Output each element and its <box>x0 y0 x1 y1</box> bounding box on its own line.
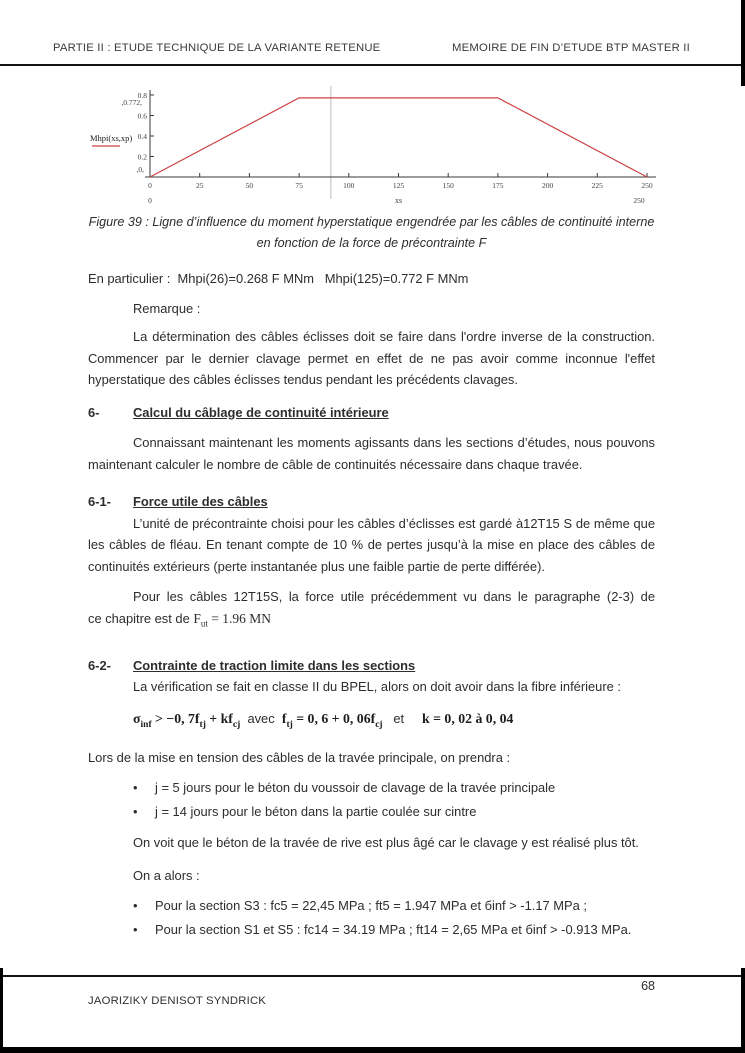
svg-text:175: 175 <box>492 181 504 190</box>
svg-text:75: 75 <box>295 181 303 190</box>
y-axis-label: Mhpi(xs,xp) <box>90 133 133 143</box>
influence-line <box>150 98 647 177</box>
svg-text:,0.772,: ,0.772, <box>121 97 142 107</box>
author-name: JAORIZIKY DENISOT SYNDRICK <box>88 995 267 1007</box>
svg-text:225: 225 <box>591 181 603 190</box>
section-6-1-number: 6-1- <box>88 494 111 509</box>
svg-text:0: 0 <box>148 181 152 190</box>
header-left-title: PARTIE II : ETUDE TECHNIQUE DE LA VARIANTE RETENUE <box>53 42 381 54</box>
bullet-icon: • <box>133 898 138 914</box>
section-6-2-heading <box>88 655 655 677</box>
footer-rule <box>0 975 745 977</box>
remarque-label: Remarque : <box>133 300 201 316</box>
bullet-text: j = 14 jours pour le béton dans la partie coulée sur cintre <box>155 803 477 819</box>
header-right-title: MEMOIRE DE FIN D’ETUDE BTP MASTER II <box>452 42 690 54</box>
page-content <box>88 212 655 942</box>
page-number: 68 <box>641 979 655 993</box>
svg-text:200: 200 <box>541 181 554 190</box>
section-6-2-paragraph: La vérification se fait en classe II du BPEL, alors on doit avoir dans la fibre inférieure : <box>133 679 621 695</box>
on-a-alors-label: On a alors : <box>133 867 200 883</box>
section-6-heading <box>88 402 655 424</box>
fut-formula: $F_{ut} = 1.96$ MN <box>193 610 271 629</box>
sigma-formula: $\sigma_{inf} > -0$, $7f_{tj} + kf_{cj}$ avec $f_{tj} = 0$, 6 + 0, $06f_{cj}$ et k = 0, 02 à 0, 04 <box>133 710 514 730</box>
svg-text:0: 0 <box>148 196 152 205</box>
list-item <box>88 895 655 917</box>
section-6-title: Calcul du câblage de continuité intérieure <box>133 404 389 420</box>
svg-text:,0,: ,0, <box>136 165 144 174</box>
list-item <box>88 777 655 799</box>
section-6-paragraph: Connaissant maintenant les moments agissants dans les sections d’études, nous pouvons maintenant calculer le nombre de câble de continuités nécessaire dans chaque travée. <box>88 435 655 472</box>
influence-chart <box>88 84 663 210</box>
svg-text:100: 100 <box>343 181 355 190</box>
on-voit-paragraph: On voit que le béton de la travée de rive est plus âgé car le clavage y est réalisé plus tôt. <box>133 835 639 851</box>
scan-edge-artifact <box>741 0 745 86</box>
section-6-2-number: 6-2- <box>88 657 111 673</box>
svg-text:125: 125 <box>392 181 405 190</box>
bullet-icon: • <box>133 803 138 819</box>
bullet-text: Pour la section S3 : fc5 = 22,45 MPa ; ft5 = 1.947 MPa et бinf > -1.17 MPa ; <box>155 898 587 914</box>
influence-chart-svg <box>88 84 663 210</box>
section-6-2-title: Contrainte de traction limite dans les sections <box>133 657 416 673</box>
section-6-1-title: Force utile des câbles <box>133 494 268 509</box>
section-6-1-heading <box>88 491 655 513</box>
svg-text:0.2: 0.2 <box>137 152 147 162</box>
particular-values-line: En particulier : Mhpi(26)=0.268 F MNm Mhpi(125)=0.772 F MNm <box>88 271 469 286</box>
svg-text:0.8: 0.8 <box>137 91 147 100</box>
force-utile-line-1: Pour les câbles 12T15S, la force utile précédemment vu dans le paragraphe (2-3) de <box>133 589 655 604</box>
svg-text:xs: xs <box>394 196 403 205</box>
section-6-number: 6- <box>88 404 100 420</box>
svg-text:250: 250 <box>641 181 653 190</box>
section-6-1-paragraph: L’unité de précontrainte choisi pour les câbles d’éclisses est gardé à12T15 S de même que les câbles de fléau. En tenant compte de 10 % de pertes jusqu’à la mise en place des câbles de continuités extérieurs (perte instantanée plus une faible partie de perte différée). <box>88 515 655 574</box>
page-header <box>53 42 690 54</box>
svg-text:50: 50 <box>245 181 254 190</box>
svg-text:0.6: 0.6 <box>137 111 147 121</box>
results-bullet-list <box>88 895 655 940</box>
scan-edge-artifact <box>741 968 745 1053</box>
list-item <box>88 801 655 823</box>
svg-text:250: 250 <box>633 196 645 205</box>
age-bullet-list <box>88 777 655 822</box>
bullet-text: Pour la section S1 et S5 : fc14 = 34.19 MPa ; ft14 = 2,65 MPa et бinf > -0.913 MPa. <box>155 921 632 937</box>
force-utile-line-2 <box>88 608 655 635</box>
header-rule <box>0 64 745 66</box>
svg-text:25: 25 <box>195 181 204 190</box>
lors-paragraph: Lors de la mise en tension des câbles de la travée principale, on prendra : <box>88 749 511 765</box>
remarque-paragraph: La détermination des câbles éclisses doit se faire dans l'ordre inverse de la construction. Commencer par le dernier clavage permet en effet de ne pas avoir comme inconnue l'effet hyperstatique des câbles éclisses tendus pendant les précédents clavages. <box>88 329 655 387</box>
svg-text:0.4: 0.4 <box>137 132 147 141</box>
bullet-text: j = 5 jours pour le béton du voussoir de clavage de la travée principale <box>155 780 556 796</box>
figure-caption: Figure 39 : Ligne d’influence du moment hyperstatique engendrée par les câbles de continuité interne en fonction de la force de précontrainte F <box>88 215 655 250</box>
scan-edge-artifact <box>0 968 3 1053</box>
list-item <box>88 919 655 941</box>
force-utile-prefix: ce chapitre est de <box>88 610 194 626</box>
svg-text:150: 150 <box>442 181 454 190</box>
bullet-icon: • <box>133 921 138 937</box>
scan-edge-artifact <box>0 1047 745 1053</box>
bullet-icon: • <box>133 780 138 796</box>
